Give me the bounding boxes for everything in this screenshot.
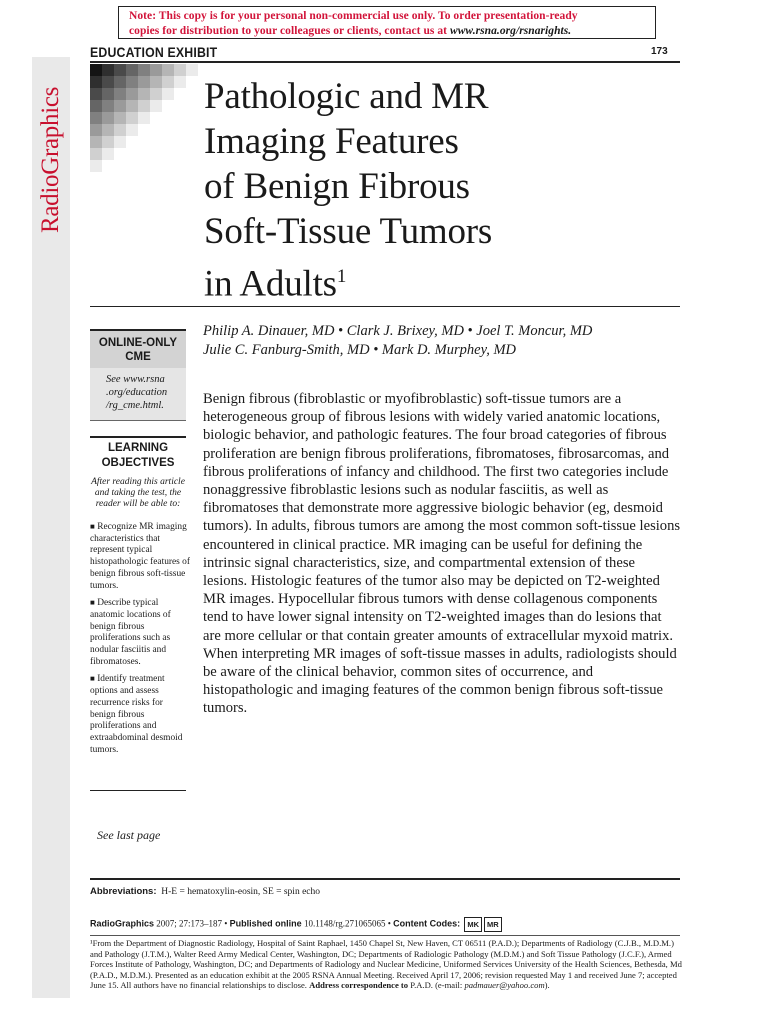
content-code-badge: MR xyxy=(484,917,502,932)
abstract: Benign fibrous (fibroblastic or myofibroblastic) soft-tissue tumors are a heterogeneous group of fibrous lesions with widely varied anatomic locations, biologic behavior, and pathologic features. The four broad categories of fibrous proliferation are benign fibrous proliferations, fibromatoses, fibrosarcomas, and fibrous proliferations of infancy and childhood. The first two categories include nonaggressive fibroblastic lesions such as nodular fasciitis, as well as fibromatoses that demonstrate more aggressive biologic behavior (eg, desmoid tumors). In adults, fibrous tumors are among the most common soft-tissue lesions encountered in clinical practice. MR imaging can be useful for defining the intrinsic signal characteristics, size, and compartmental extension of these lesions. Histologic features of the tumor also may be depicted on T2-weighted MR images. Hypocellular fibrous tumors with dense collagenous components tend to have lower signal intensity on T2-weighted images than do lesions that are more cellular or that contain greater amounts of extracellular myxoid matrix. When interpreting MR images of soft-tissue masses in adults, radiologists should be aware of the clinical behavior, common sites of occurrence, and histopathologic and imaging features of the common benign fibrous soft-tissue tumors. xyxy=(203,391,681,717)
learning-objectives-heading: LEARNING OBJECTIVES xyxy=(90,436,186,471)
content-code-badge: MK xyxy=(464,917,482,932)
gradient-square xyxy=(90,124,102,136)
affiliation-footnote: ¹From the Department of Diagnostic Radiology, Hospital of Saint Raphael, 1450 Chapel St, New Haven, CT 06511 (P.A.D.); Departments of Radiology (C.J.B., M.D.M.) and Pathology (J.T.M.), Walter Reed Army Medical Center, Washington, DC; Departments of Radiologic Pathology (M.D.M.) and Soft Tissue Pathology (J.C.F.), Armed Forces Institute of Pathology, Washington, DC; and Departments of Radiology and Nuclear Medicine, Uniformed Services University of the Health Sciences, Bethesda, Md (P.A.D., M.D.M.). Presented as an education exhibit at the 2005 RSNA Annual Meeting. Received April 17, 2006; revision requested May 1 and received June 7; accepted June 15. All authors have no financial relationships to disclose. Address correspondence to P.A.D. (e-mail: padmauer@yahoo.com). xyxy=(90,938,682,991)
page-number: 173 xyxy=(651,46,668,57)
gradient-square xyxy=(174,76,186,88)
footnote-rule xyxy=(90,935,680,936)
gradient-square xyxy=(114,76,126,88)
gradient-square xyxy=(90,148,102,160)
gradient-square xyxy=(90,112,102,124)
list-item: ■ Identify treatment options and assess recurrence risks for benign fibrous proliferations and extraabdominal desmoid tumors. xyxy=(90,674,183,755)
square-bullet-icon: ■ xyxy=(90,598,95,608)
learning-objectives-intro: After reading this article and taking the test, the reader will be able to: xyxy=(91,477,185,509)
gradient-square xyxy=(186,64,198,76)
gradient-square xyxy=(126,88,138,100)
gradient-square xyxy=(90,76,102,88)
gradient-square xyxy=(150,88,162,100)
rights-link[interactable]: www.rsna.org/rsnarights. xyxy=(449,25,572,37)
gradient-square xyxy=(102,124,114,136)
journal-name: RadioGraphics xyxy=(37,86,64,234)
gradient-square xyxy=(126,124,138,136)
square-bullet-icon: ■ xyxy=(90,522,95,531)
gradient-square xyxy=(114,112,126,124)
section-label: EDUCATION EXHIBIT xyxy=(90,44,218,60)
gradient-square xyxy=(174,64,186,76)
see-last-page-link[interactable]: See last page xyxy=(97,828,161,842)
learning-objectives-list xyxy=(90,521,190,761)
gradient-square xyxy=(102,76,114,88)
cme-heading: ONLINE-ONLY CME xyxy=(90,329,186,368)
gradient-square xyxy=(138,88,150,100)
header-rule xyxy=(90,61,680,63)
notice-line-2: copies for distribution to your colleagues or clients, contact us at www.rsna.org/rsnarights. xyxy=(129,25,572,37)
gradient-square xyxy=(90,136,102,148)
gradient-square xyxy=(102,64,114,76)
gradient-square xyxy=(114,124,126,136)
gradient-squares-decoration xyxy=(90,64,198,172)
gradient-square xyxy=(162,76,174,88)
doi[interactable]: 10.1148/rg.271065065 • xyxy=(301,918,394,929)
cme-box xyxy=(90,329,186,425)
gradient-square xyxy=(126,112,138,124)
gradient-square xyxy=(90,88,102,100)
gradient-square xyxy=(114,136,126,148)
gradient-square xyxy=(90,64,102,76)
gradient-square xyxy=(138,100,150,112)
abbreviations: Abbreviations: H-E = hematoxylin-eosin, SE = spin echo xyxy=(90,886,320,897)
gradient-square xyxy=(150,100,162,112)
gradient-square xyxy=(114,88,126,100)
gradient-square xyxy=(126,64,138,76)
gradient-square xyxy=(114,100,126,112)
gradient-square xyxy=(102,88,114,100)
gradient-square xyxy=(138,112,150,124)
gradient-square xyxy=(126,100,138,112)
copyright-notice xyxy=(118,6,656,39)
gradient-square xyxy=(102,148,114,160)
square-bullet-icon: ■ xyxy=(90,674,95,684)
gradient-square xyxy=(102,112,114,124)
gradient-square xyxy=(162,88,174,100)
gradient-square xyxy=(138,64,150,76)
correspondence-email[interactable]: padmauer@yahoo.com xyxy=(464,980,545,991)
gradient-square xyxy=(126,76,138,88)
title-footnote-mark: 1 xyxy=(336,266,347,287)
gradient-square xyxy=(90,160,102,172)
gradient-square xyxy=(90,100,102,112)
author-list: Philip A. Dinauer, MD • Clark J. Brixey, MD • Joel T. Moncur, MD Julie C. Fanburg-Smith, MD • Mark D. Murphey, MD xyxy=(203,323,593,358)
gradient-square xyxy=(102,136,114,148)
notice-line-1: Note: This copy is for your personal non-commercial use only. To order presentation-ready xyxy=(129,10,578,22)
article-title: Pathologic and MR Imaging Features of Benign Fibrous Soft-Tissue Tumors in Adults$^1$ xyxy=(204,76,493,305)
gradient-square xyxy=(162,64,174,76)
list-item: ■ Describe typical anatomic locations of benign fibrous proliferations such as nodular fasciitis and fibromatoses. xyxy=(90,598,171,667)
citation-line: RadioGraphics 2007; 27:173–187 • Published online 10.1148/rg.271065065 • Content Codes: MK MR xyxy=(90,917,502,932)
sidebar-rule xyxy=(90,790,186,791)
cme-link[interactable]: See www.rsna .org/education /rg_cme.html. xyxy=(90,368,186,421)
gradient-square xyxy=(102,100,114,112)
gradient-square xyxy=(150,76,162,88)
title-rule xyxy=(90,306,680,307)
gradient-square xyxy=(138,76,150,88)
gradient-square xyxy=(114,64,126,76)
footer-rule xyxy=(90,878,680,880)
list-item: ■ Recognize MR imaging characteristics that represent typical histopathologic features of benign fibrous soft-tissue tumors. xyxy=(90,522,190,591)
gradient-square xyxy=(150,64,162,76)
